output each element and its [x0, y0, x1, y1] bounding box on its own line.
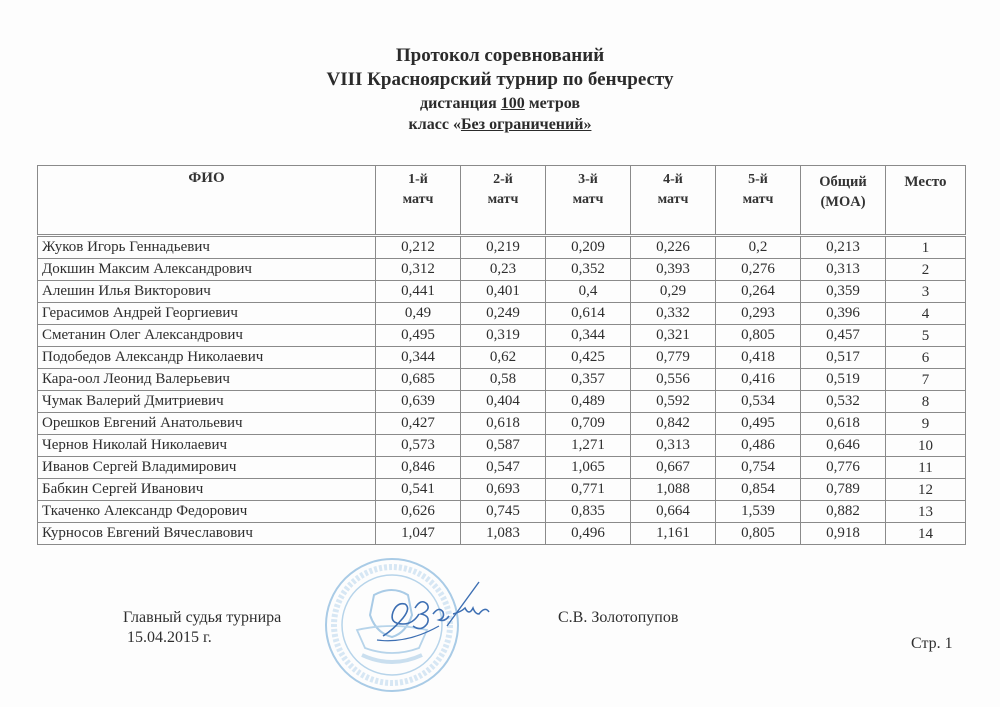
results-header-table [37, 165, 966, 235]
cell-match-2: 0,618 [461, 413, 546, 435]
cell-place: 13 [886, 501, 966, 523]
cell-place: 12 [886, 479, 966, 501]
cell-match-1: 0,344 [376, 347, 461, 369]
cell-name: Герасимов Андрей Георгиевич [38, 303, 376, 325]
cell-match-3: 0,344 [546, 325, 631, 347]
table-row [38, 523, 966, 545]
cell-match-3: 0,835 [546, 501, 631, 523]
cell-total: 0,776 [801, 457, 886, 479]
cell-match-4: 0,592 [631, 391, 716, 413]
cell-name: Жуков Игорь Геннадьевич [38, 237, 376, 259]
cell-total: 0,918 [801, 523, 886, 545]
cell-name: Алешин Илья Викторович [38, 281, 376, 303]
cell-match-3: 1,065 [546, 457, 631, 479]
cell-match-5: 0,495 [716, 413, 801, 435]
cell-match-1: 0,573 [376, 435, 461, 457]
table-row [38, 413, 966, 435]
cell-match-2: 0,693 [461, 479, 546, 501]
header-match-2 [461, 166, 546, 235]
cell-match-2: 0,58 [461, 369, 546, 391]
cell-match-1: 0,639 [376, 391, 461, 413]
cell-place: 1 [886, 237, 966, 259]
document-title-block [0, 44, 1000, 136]
table-row [38, 281, 966, 303]
document-date: 15.04.2015 г. [127, 629, 212, 646]
header-match-1-number: 1-й [408, 172, 428, 187]
cell-match-1: 0,626 [376, 501, 461, 523]
cell-match-5: 0,264 [716, 281, 801, 303]
header-match-2-number: 2-й [493, 172, 513, 187]
cell-match-2: 0,745 [461, 501, 546, 523]
header-match-5 [716, 166, 801, 235]
header-match-4-number: 4-й [663, 172, 683, 187]
cell-name: Бабкин Сергей Иванович [38, 479, 376, 501]
table-row [38, 435, 966, 457]
header-match-4 [631, 166, 716, 235]
cell-match-4: 0,779 [631, 347, 716, 369]
cell-match-3: 0,352 [546, 259, 631, 281]
cell-match-1: 0,212 [376, 237, 461, 259]
cell-match-4: 0,556 [631, 369, 716, 391]
cell-name: Курносов Евгений Вячеславович [38, 523, 376, 545]
cell-name: Иванов Сергей Владимирович [38, 457, 376, 479]
cell-total: 0,618 [801, 413, 886, 435]
table-row [38, 501, 966, 523]
header-total-label: Общий [819, 174, 867, 190]
cell-place: 5 [886, 325, 966, 347]
chief-judge-label: Главный судья турнира [123, 609, 282, 626]
cell-match-2: 0,401 [461, 281, 546, 303]
cell-name: Чернов Николай Николаевич [38, 435, 376, 457]
cell-match-5: 0,486 [716, 435, 801, 457]
cell-match-4: 0,664 [631, 501, 716, 523]
distance-value: 100 [500, 95, 525, 112]
results-body [38, 237, 966, 545]
cell-total: 0,457 [801, 325, 886, 347]
distance-line [0, 93, 1000, 114]
cell-match-4: 0,29 [631, 281, 716, 303]
header-match-3-number: 3-й [578, 172, 598, 187]
cell-match-3: 0,709 [546, 413, 631, 435]
results-table [37, 236, 966, 545]
cell-match-3: 0,771 [546, 479, 631, 501]
cell-match-5: 0,854 [716, 479, 801, 501]
cell-match-3: 0,496 [546, 523, 631, 545]
cell-match-2: 0,23 [461, 259, 546, 281]
cell-match-4: 0,313 [631, 435, 716, 457]
judge-signature-icon [375, 578, 505, 648]
table-row [38, 479, 966, 501]
cell-match-5: 1,539 [716, 501, 801, 523]
header-match-4-label: матч [657, 192, 689, 207]
cell-place: 11 [886, 457, 966, 479]
table-row [38, 325, 966, 347]
cell-match-3: 0,489 [546, 391, 631, 413]
cell-match-4: 0,332 [631, 303, 716, 325]
distance-prefix: дистанция [420, 95, 501, 112]
cell-match-2: 0,547 [461, 457, 546, 479]
cell-match-5: 0,293 [716, 303, 801, 325]
cell-place: 2 [886, 259, 966, 281]
cell-match-5: 0,416 [716, 369, 801, 391]
chief-judge-name: С.В. Золотопупов [558, 609, 679, 626]
cell-total: 0,396 [801, 303, 886, 325]
cell-place: 6 [886, 347, 966, 369]
cell-name: Докшин Максим Александрович [38, 259, 376, 281]
cell-match-5: 0,2 [716, 237, 801, 259]
cell-match-4: 1,161 [631, 523, 716, 545]
cell-total: 0,517 [801, 347, 886, 369]
cell-match-3: 0,4 [546, 281, 631, 303]
cell-match-4: 1,088 [631, 479, 716, 501]
cell-name: Кара-оол Леонид Валерьевич [38, 369, 376, 391]
table-row [38, 347, 966, 369]
cell-match-5: 0,805 [716, 325, 801, 347]
distance-suffix: метров [524, 95, 580, 112]
cell-match-3: 1,271 [546, 435, 631, 457]
table-row [38, 303, 966, 325]
cell-place: 8 [886, 391, 966, 413]
cell-total: 0,532 [801, 391, 886, 413]
header-match-3 [546, 166, 631, 235]
cell-place: 3 [886, 281, 966, 303]
cell-match-2: 0,62 [461, 347, 546, 369]
class-prefix: класс « [408, 116, 461, 133]
cell-match-5: 0,805 [716, 523, 801, 545]
table-row [38, 237, 966, 259]
cell-total: 0,789 [801, 479, 886, 501]
cell-match-4: 0,226 [631, 237, 716, 259]
header-row [38, 166, 966, 235]
page-number: Стр. 1 [911, 635, 953, 652]
cell-match-1: 0,49 [376, 303, 461, 325]
cell-place: 7 [886, 369, 966, 391]
cell-match-5: 0,418 [716, 347, 801, 369]
document-title: Протокол соревнований [395, 45, 605, 66]
cell-match-4: 0,842 [631, 413, 716, 435]
table-row [38, 391, 966, 413]
cell-match-1: 0,441 [376, 281, 461, 303]
tournament-name: VIII Красноярский турнир по бенчресту [326, 69, 674, 90]
header-match-1-label: матч [402, 192, 434, 207]
cell-match-3: 0,357 [546, 369, 631, 391]
cell-match-2: 1,083 [461, 523, 546, 545]
header-match-3-label: матч [572, 192, 604, 207]
cell-total: 0,359 [801, 281, 886, 303]
header-total-unit: (MOA) [820, 194, 866, 210]
header-fio: ФИО [38, 166, 376, 235]
cell-place: 10 [886, 435, 966, 457]
cell-total: 0,313 [801, 259, 886, 281]
cell-match-1: 0,541 [376, 479, 461, 501]
header-match-2-label: матч [487, 192, 519, 207]
header-match-5-label: матч [742, 192, 774, 207]
cell-total: 0,882 [801, 501, 886, 523]
cell-total: 0,213 [801, 237, 886, 259]
table-row [38, 259, 966, 281]
cell-total: 0,646 [801, 435, 886, 457]
cell-match-5: 0,754 [716, 457, 801, 479]
cell-match-1: 0,685 [376, 369, 461, 391]
cell-match-2: 0,249 [461, 303, 546, 325]
cell-name: Подобедов Александр Николаевич [38, 347, 376, 369]
cell-match-1: 0,495 [376, 325, 461, 347]
cell-name: Ткаченко Александр Федорович [38, 501, 376, 523]
cell-match-2: 0,587 [461, 435, 546, 457]
cell-match-4: 0,667 [631, 457, 716, 479]
header-total-moa [801, 166, 886, 235]
class-value: Без ограничений» [460, 116, 592, 133]
cell-place: 14 [886, 523, 966, 545]
cell-match-1: 0,427 [376, 413, 461, 435]
cell-name: Орешков Евгений Анатольевич [38, 413, 376, 435]
cell-match-3: 0,209 [546, 237, 631, 259]
cell-name: Чумак Валерий Дмитриевич [38, 391, 376, 413]
cell-match-3: 0,614 [546, 303, 631, 325]
table-row [38, 457, 966, 479]
cell-match-2: 0,319 [461, 325, 546, 347]
cell-match-1: 0,846 [376, 457, 461, 479]
cell-name: Сметанин Олег Александрович [38, 325, 376, 347]
cell-match-1: 0,312 [376, 259, 461, 281]
cell-place: 9 [886, 413, 966, 435]
cell-match-5: 0,276 [716, 259, 801, 281]
header-match-1 [376, 166, 461, 235]
cell-match-5: 0,534 [716, 391, 801, 413]
cell-match-2: 0,219 [461, 237, 546, 259]
cell-match-3: 0,425 [546, 347, 631, 369]
table-row [38, 369, 966, 391]
cell-place: 4 [886, 303, 966, 325]
cell-match-1: 1,047 [376, 523, 461, 545]
header-match-5-number: 5-й [748, 172, 768, 187]
header-place: Место [886, 166, 966, 235]
class-line [0, 114, 1000, 136]
cell-match-4: 0,321 [631, 325, 716, 347]
cell-match-4: 0,393 [631, 259, 716, 281]
cell-match-2: 0,404 [461, 391, 546, 413]
cell-total: 0,519 [801, 369, 886, 391]
